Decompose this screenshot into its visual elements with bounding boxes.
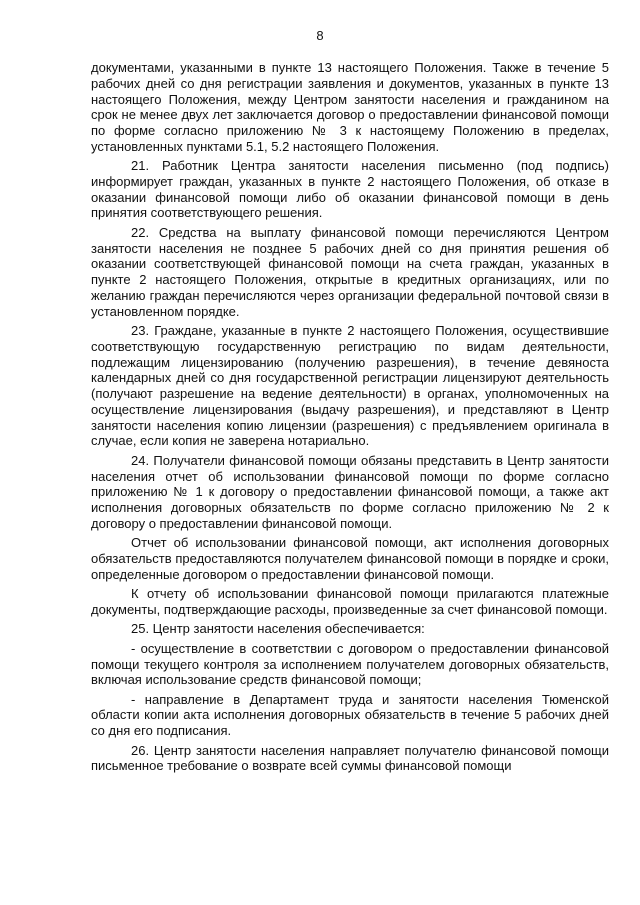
paragraph-25-item-1: - осуществление в соответствии с договором о предоставлении финансовой помощи текущего контроля за исполнением получателем договорных обязательств, включая использование средств финансовой помощи; — [91, 640, 609, 688]
paragraph-24-report: Отчет об использовании финансовой помощи, акт исполнения договорных обязательств предоставляются получателем финансовой помощи в порядке и сроки, определенные договором о предоставлении финансовой помощи. — [91, 535, 609, 582]
paragraph-continuation: документами, указанными в пункте 13 настоящего Положения. Также в течение 5 рабочих дней со дня регистрации заявления и документов, указанных в пункте 13 настоящего Положения, между Центром занятости населения и гражданином на срок не менее двух лет заключается договор о предоставлении финансовой помощи по форме согласно приложению № 3 к настоящему Положению в пределах, установленных пунктами 5.1, 5.2 настоящего Положения. — [91, 60, 609, 154]
paragraph-22: 22. Средства на выплату финансовой помощи перечисляются Центром занятости населения не позднее 5 рабочих дней со дня принятия решения об оказании соответствующей финансовой помощи на счета граждан, указанных в пункте 2 настоящего Положения, открытые в кредитных организациях, или по желанию граждан перечисляются через организации федеральной почтовой связи в установленном порядке. — [91, 224, 609, 319]
paragraph-23: 23. Граждане, указанные в пункте 2 настоящего Положения, осуществившие соответствующую государственную регистрацию по видам деятельности, подлежащим лицензированию (получению разрешения), в течение девяноста календарных дней со дня государственной регистрации лицензируют деятельность (получают разрешение на ведение деятельности) в органах, уполномоченных на осуществление лицензирования (выдачу разрешения), и представляют в Центр занятости населения копию лицензии (разрешения) с предъявлением оригинала в случае, если копия не заверена нотариально. — [91, 323, 609, 449]
paragraph-24: 24. Получатели финансовой помощи обязаны представить в Центр занятости населения отчет об использовании финансовой помощи по форме согласно приложению № 1 к договору о предоставлении финансовой помощи, а также акт исполнения договорных обязательств по форме согласно приложению № 2 к договору о предоставлении финансовой помощи. — [91, 452, 609, 531]
paragraph-25: 25. Центр занятости населения обеспечивается: — [131, 621, 425, 637]
paragraph-25-item-2: - направление в Департамент труда и занятости населения Тюменской области копии акта исполнения договорных обязательств в течение 5 рабочих дней со дня его подписания. — [91, 691, 609, 739]
page-number: 8 — [316, 28, 324, 43]
document-body — [91, 60, 609, 778]
paragraph-24-attachments: К отчету об использовании финансовой помощи прилагаются платежные документы, подтверждающие расходы, произведенные за счет финансовой помощи. — [91, 586, 609, 617]
paragraph-21: 21. Работник Центра занятости населения письменно (под подпись) информирует граждан, указанных в пункте 2 настоящего Положения, об отказе в оказании финансовой помощи либо об оказании финансовой помощи в день принятия соответствующего решения. — [91, 158, 609, 221]
paragraph-26: 26. Центр занятости населения направляет получателю финансовой помощи письменное требование о возврате всей суммы финансовой помощи — [91, 742, 609, 774]
